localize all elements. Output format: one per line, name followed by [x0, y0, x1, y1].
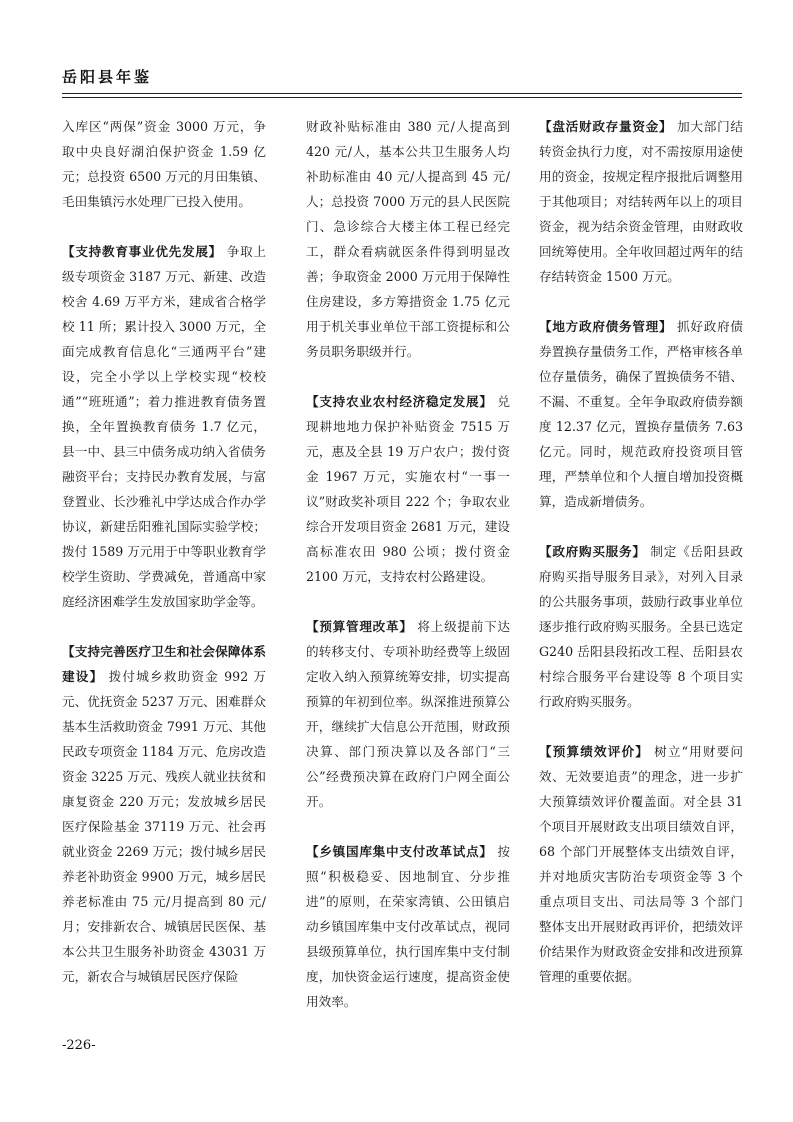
yearbook-title: 岳阳县年鉴	[62, 68, 153, 86]
paragraph	[306, 839, 510, 1014]
section-title: 【政府购买服务】	[539, 544, 646, 559]
paragraph	[306, 614, 510, 814]
section-title: 【支持教育事业优先发展】	[62, 244, 222, 259]
page-number: -226-	[62, 1038, 96, 1053]
paragraph-text: 按照“积极稳妥、因地制宜、分步推进”的原则，在荣家湾镇、公田镇启动乡镇国库集中支付改革试点，视同县级预算单位，执行国库集中支付制度，加快资金运行速度，提高资金使用效率。	[306, 844, 510, 1009]
paragraph-text: 财政补贴标准由 380 元/人提高到 420 元/人，基本公共卫生服务人均补助标准由 40 元/人提高到 45 元/人；总投资 7000 万元的县人民医院门、急诊综合大楼主体工程已经完工，群众看病就医条件得到明显改善；争取资金 2000 万元用于保障性住房建设，多方筹措资金 1.75 亿元用于机关事业单位干部工资提标和公务员职务职级并行。	[306, 119, 510, 359]
paragraph	[306, 389, 510, 589]
header-rule	[62, 93, 742, 94]
text-column-3	[539, 114, 743, 1014]
paragraph	[539, 539, 743, 714]
paragraph-text: 制定《岳阳县政府购买指导服务目录》，对列入目录的公共服务事项，鼓励行政事业单位逐步推行政府购买服务。全县已选定 G240 岳阳县段拓改工程、岳阳县农村综合服务平台建设等 8 个项目实行政府购买服务。	[539, 544, 744, 709]
section-title: 【预算绩效评价】	[539, 744, 649, 759]
paragraph-text: 树立“用财要问效、无效要追责”的理念，进一步扩大预算绩效评价覆盖面。对全县 31 个项目开展财政支出项目绩效自评，68 个部门开展整体支出绩效自评，并对地质灾害防治专项资金等 3 个重点项目支出、司法局等 3 个部门整体支出开展财政再评价，把绩效评价结果作为财政资金安排和改进预算管理的重要依据。	[539, 744, 743, 984]
paragraph	[539, 739, 743, 989]
paragraph	[62, 239, 266, 614]
paragraph	[306, 114, 510, 364]
paragraph	[539, 114, 743, 289]
text-column-2	[306, 114, 510, 1039]
paragraph	[62, 639, 266, 989]
paragraph-text: 争取上级专项资金 3187 万元、新建、改造校舍 4.69 万平方米，建成省合格学校 11 所；累计投入 3000 万元，全面完成教育信息化“三通两平台”建设，完全小学以上学校实现“校校通”“班班通”；着力推进教育债务置换，全年置换教育债务 1.7 亿元，县一中、县三中债务成功纳入省债务融资平台；支持民办教育发展，与富登置业、长沙雅礼中学达成合作办学协议，新建岳阳雅礼国际实验学校；拨付 1589 万元用于中等职业教育学校学生资助、学费减免，普通高中家庭经济困难学生发放国家助学金等。	[62, 244, 267, 609]
paragraph-text: 兑现耕地地力保护补贴资金 7515 万元，惠及全县 19 万户农户；拨付资金 1967 万元，实施农村“一事一议”财政奖补项目 222 个；争取农业综合开发项目资金 2681 万元，建设高标准农田 980 公顷；拨付资金 2100 万元，支持农村公路建设。	[306, 394, 510, 584]
paragraph-text: 抓好政府债券置换存量债务工作，严格审核各单位存量债务，确保了置换债务不错、不漏、不重复。全年争取政府债券额度 12.37 亿元，置换存量债务 7.63 亿元。同时，规范政府投资项目管理，严禁单位和个人擅自增加投资概算，造成新增债务。	[539, 319, 744, 509]
text-column-1	[62, 114, 266, 1014]
section-title: 【预算管理改革】	[306, 619, 413, 634]
section-title: 【支持农业农村经济稳定发展】	[306, 394, 493, 409]
section-title: 【地方政府债务管理】	[539, 319, 673, 334]
section-title: 【盘活财政存量资金】	[539, 119, 673, 134]
paragraph-text: 将上级提前下达的转移支付、专项补助经费等上级固定收入纳入预算统筹安排，切实提高预算的年初到位率。纵深推进预算公开，继续扩大信息公开范围，财政预决算、部门预决算以及各部门“三公”经费预决算在政府门户网全面公开。	[306, 619, 511, 809]
paragraph-text: 入库区“两保”资金 3000 万元，争取中央良好湖泊保护资金 1.59 亿元；总投资 6500 万元的月田集镇、毛田集镇污水处理厂已投入使用。	[62, 119, 266, 209]
paragraph-text: 拨付城乡救助资金 992 万元、优抚资金 5237 万元、困难群众基本生活救助资金 7991 万元、其他民政专项资金 1184 万元、危房改造资金 3225 万元、残疾人就业扶贫和康复资金 220 万元；发放城乡居民医疗保险基金 37119 万元、社会再就业资金 2269 万元；拨付城乡居民养老补助资金 9900 万元，城乡居民养老标准由 75 元/月提高到 80 元/月；安排新农合、城镇居民医保、基本公共卫生服务补助资金 43031 万元，新农合与城镇居民医疗保险	[62, 669, 267, 984]
header-rule-thin	[62, 97, 742, 98]
paragraph	[539, 314, 743, 514]
paragraph	[62, 114, 266, 214]
paragraph-text: 加大部门结转资金执行力度，对不需按原用途使用的资金，按规定程序报批后调整用于其他项目；对结转两年以上的项目资金，视为结余资金管理，由财政收回统筹使用。全年收回超过两年的结存结转资金 1500 万元。	[539, 119, 744, 284]
section-title: 【支持完善医疗卫生和社会保障体系建设】	[62, 644, 266, 684]
section-title: 【乡镇国库集中支付改革试点】	[306, 844, 493, 859]
